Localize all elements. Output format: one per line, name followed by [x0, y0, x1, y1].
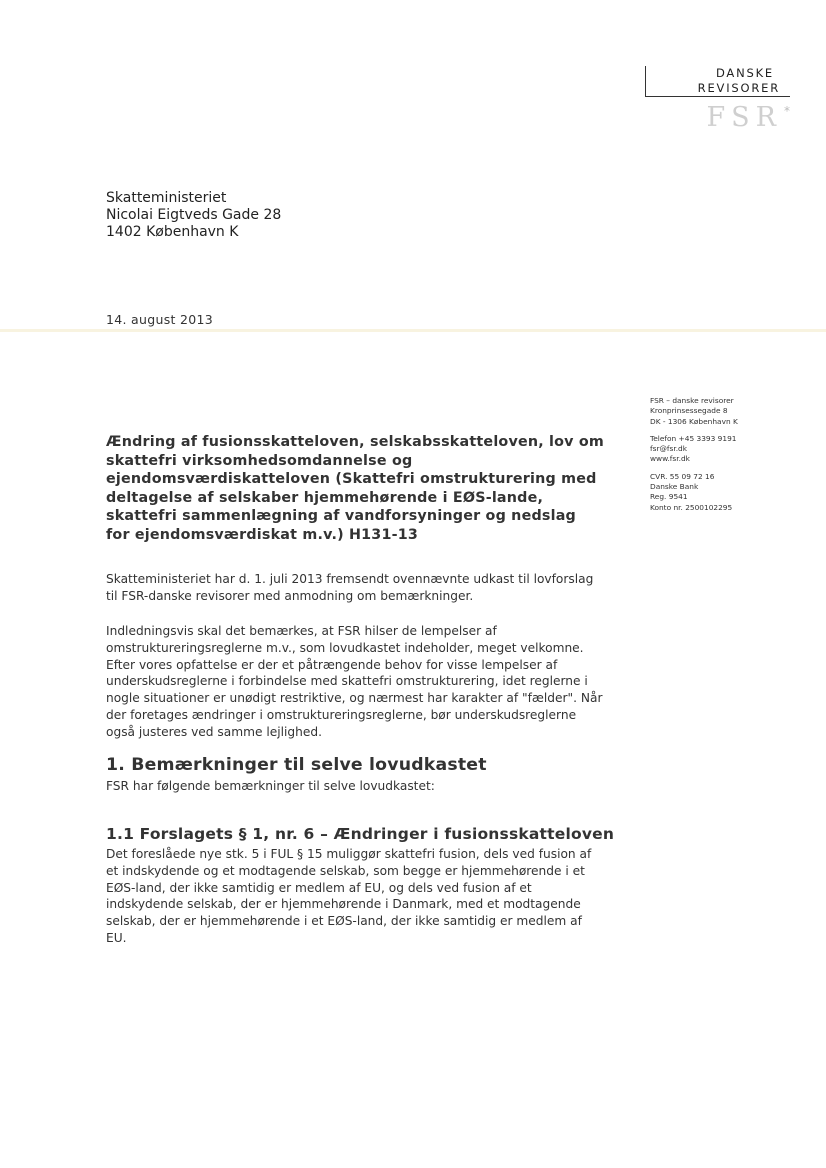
logo-mark: FSR [706, 102, 782, 133]
paragraph-line: et indskydende og et modtagende selskab, som begge er hjemmehørende i et [106, 863, 585, 878]
paragraph-preface [106, 623, 616, 741]
sender-line: Reg. 9541 [650, 492, 688, 502]
paragraph-line: Skatteministeriet har d. 1. juli 2013 fremsendt ovennævnte udkast til lovforslag [106, 572, 594, 586]
section-1-1-text [106, 846, 616, 947]
sender-bank [650, 472, 738, 513]
letter-title [106, 433, 616, 545]
paragraph-line: FSR har følgende bemærkninger til selve lovudkastet: [106, 779, 435, 793]
paragraph-intro [106, 571, 616, 605]
title-line: ejendomsværdiskatteloven (Skattefri omstrukturering med [106, 471, 597, 488]
section-1-1-heading: 1.1 Forslagets § 1, nr. 6 – Ændringer i fusionsskatteloven [106, 825, 615, 843]
sender-line: CVR. 55 09 72 16 [650, 471, 715, 481]
sender-contact [650, 434, 738, 465]
logo-star: * [784, 104, 790, 118]
sender-address [650, 396, 738, 427]
paragraph-line: EU. [106, 930, 127, 945]
paragraph-line: der foretages ændringer i omstruktureringsreglerne, bør underskudsreglerne [106, 707, 577, 722]
logo-vertical-rule [645, 66, 646, 97]
paragraph-line: Det foreslåede nye stk. 5 i FUL § 15 muliggør skattefri fusion, dels ved fusion af [106, 847, 592, 861]
recipient-address [106, 190, 281, 241]
logo-line-2: REVISORER [697, 81, 780, 95]
fold-mark [0, 329, 826, 332]
sender-line: Danske Bank [650, 482, 699, 492]
title-line: for ejendomsværdiskat m.v.) H131-13 [106, 526, 419, 543]
sender-line: DK - 1306 København K [650, 416, 738, 426]
letter-date: 14. august 2013 [106, 312, 213, 327]
paragraph-line: til FSR-danske revisorer med anmodning om bemærkninger. [106, 588, 474, 603]
logo-line-1: DANSKE [715, 66, 774, 80]
sender-line: Konto nr. 2500102295 [650, 502, 733, 512]
paragraph-line: Indledningsvis skal det bemærkes, at FSR hilser de lempelser af [106, 624, 497, 638]
section-1-heading: 1. Bemærkninger til selve lovudkastet [106, 755, 487, 775]
recipient-street: Nicolai Eigtveds Gade 28 [106, 207, 282, 223]
paragraph-line: underskudsreglerne i forbindelse med skattefri omstrukturering, idet reglerne i [106, 674, 588, 689]
logo-rule [645, 96, 790, 97]
recipient-city: 1402 København K [106, 224, 239, 240]
title-line: skattefri virksomhedsomdannelse og [106, 452, 413, 469]
title-line: Ændring af fusionsskatteloven, selskabsskatteloven, lov om [106, 434, 604, 450]
fsr-logo [620, 66, 790, 136]
paragraph-line: også justeres ved samme lejlighed. [106, 724, 322, 739]
sender-website: www.fsr.dk [650, 454, 690, 464]
sender-info [650, 396, 738, 520]
sender-email: fsr@fsr.dk [650, 444, 688, 454]
section-1-text [106, 778, 616, 795]
sender-phone: Telefon +45 3393 9191 [650, 433, 737, 443]
title-line: deltagelse af selskaber hjemmehørende i EØS-lande, [106, 489, 544, 506]
sender-line: Kronprinsessegade 8 [650, 406, 728, 416]
paragraph-line: nogle situationer er unødigt restriktive, og nærmest har karakter af "fælder". Når [106, 691, 603, 706]
paragraph-line: indskydende selskab, der er hjemmehørende i Danmark, med et modtagende [106, 897, 581, 912]
paragraph-line: omstruktureringsreglerne m.v., som lovudkastet indeholder, meget velkomne. [106, 640, 584, 655]
paragraph-line: EØS-land, der ikke samtidig er medlem af EU, og dels ved fusion af et [106, 880, 532, 895]
sender-line: FSR – danske revisorer [650, 396, 734, 405]
paragraph-line: Efter vores opfattelse er der et påtrængende behov for visse lempelser af [106, 657, 558, 672]
recipient-name: Skatteministeriet [106, 190, 227, 206]
paragraph-line: selskab, der er hjemmehørende i et EØS-land, der ikke samtidig er medlem af [106, 914, 582, 929]
title-line: skattefri sammenlægning af vandforsyninger og nedslag [106, 508, 576, 525]
